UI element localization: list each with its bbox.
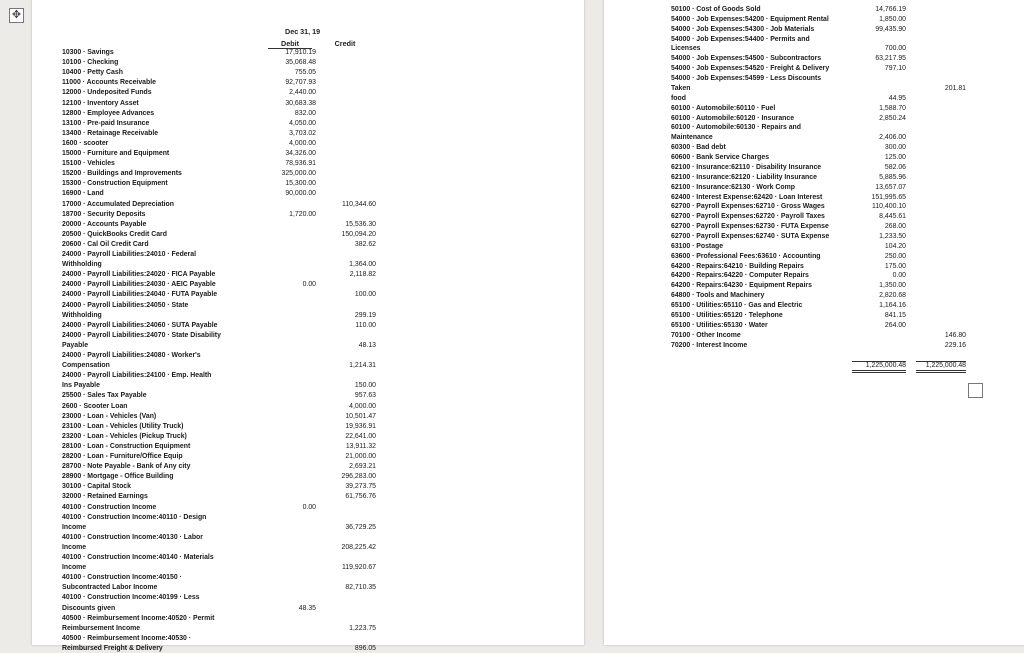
account-label: Payable — [62, 341, 89, 349]
credit-value: 19,936.91 — [345, 422, 376, 430]
debit-value: 34,326.00 — [285, 150, 316, 157]
account-label: 15300 · Construction Equipment — [62, 180, 168, 188]
account-label: 24000 · Payroll Liabilities:24100 · Emp. Health — [62, 372, 212, 380]
debit-value: 151,995.65 — [871, 193, 906, 201]
account-label: 65100 · Utilities:65120 · Telephone — [671, 311, 783, 319]
account-label: Discounts given — [62, 604, 116, 612]
move-handle-icon[interactable]: ✥ — [9, 8, 24, 23]
account-label: 28200 · Loan - Furniture/Office Equip — [62, 453, 183, 460]
debit-value: 832.00 — [294, 109, 316, 117]
credit-value: 110,344.60 — [342, 200, 376, 208]
account-label: Compensation — [62, 362, 110, 370]
credit-value: 10,501.47 — [345, 412, 376, 420]
account-label: 40100 · Construction Income — [62, 503, 157, 511]
credit-value: 82,710.35 — [345, 584, 376, 592]
credit-value: 1,364.00 — [349, 261, 376, 269]
account-label: 54000 · Job Expenses:54599 · Less Discounts — [671, 75, 822, 83]
account-label: 62400 · Interest Expense:62420 · Loan Interest — [671, 193, 823, 201]
credit-value: 150,094.20 — [341, 230, 376, 238]
debit-value: 4,000.00 — [289, 139, 316, 147]
account-label: 54000 · Job Expenses:54300 · Job Materials — [671, 25, 815, 33]
credit-value: 4,000.00 — [349, 402, 376, 410]
debit-value: 125.00 — [884, 154, 906, 162]
debit-value: 1,350.00 — [879, 282, 906, 290]
debit-value: 35,068.48 — [285, 59, 316, 67]
debit-value: 110,400.10 — [872, 203, 906, 211]
account-label: Maintenance — [671, 134, 713, 142]
account-label: 10300 · Savings — [62, 49, 114, 56]
credit-value: 13,911.32 — [345, 442, 376, 450]
total-debit: 1,225,000.48 — [852, 361, 906, 373]
account-label: Income — [62, 523, 87, 531]
account-label: 15200 · Buildings and Improvements — [62, 170, 182, 178]
debit-value: 2,406.00 — [879, 134, 906, 142]
annotation-checkbox[interactable] — [968, 383, 983, 398]
account-label: 24000 · Payroll Liabilities:24010 · Federal — [62, 251, 197, 258]
credit-value: 382.62 — [354, 240, 376, 248]
debit-value: 13,657.07 — [875, 183, 906, 191]
debit-value: 1,164.16 — [879, 302, 906, 310]
account-label: Withholding — [62, 311, 102, 319]
debit-value: 1,588.70 — [879, 104, 906, 112]
account-label: 23000 · Loan - Vehicles (Van) — [62, 412, 157, 420]
debit-value: 90,000.00 — [285, 190, 316, 198]
account-label: Withholding — [62, 261, 102, 269]
debit-value: 48.35 — [298, 604, 316, 612]
debit-value: 4,050.00 — [289, 119, 316, 127]
account-label: 54000 · Job Expenses:54400 · Permits and — [671, 35, 810, 43]
debit-value: 63,217.95 — [875, 55, 906, 63]
credit-value: 299.19 — [354, 311, 376, 319]
account-label: 28700 · Note Payable - Bank of Any city — [62, 463, 191, 471]
account-label: 60100 · Automobile:60110 · Fuel — [671, 104, 776, 112]
debit-value: 582.06 — [884, 163, 906, 171]
credit-value: 100.00 — [354, 291, 376, 299]
account-label: Reimbursement Income — [62, 624, 141, 632]
account-label: 20500 · QuickBooks Credit Card — [62, 230, 167, 238]
account-label: 13400 · Retainage Receivable — [62, 129, 159, 137]
account-label: 10100 · Checking — [62, 59, 119, 67]
account-label: 10400 · Petty Cash — [62, 69, 123, 77]
account-label: 65100 · Utilities:65110 · Gas and Electric — [671, 302, 803, 310]
debit-value: 0.00 — [892, 272, 906, 280]
trial-balance-page-2 — [604, 0, 1024, 645]
account-label: 60100 · Automobile:60130 · Repairs and — [671, 124, 801, 132]
account-label: 2600 · Scooter Loan — [62, 402, 128, 410]
credit-value: 15,536.30 — [345, 220, 376, 228]
account-label: 24000 · Payroll Liabilities:24040 · FUTA Payable — [62, 291, 218, 299]
account-label: 15100 · Vehicles — [62, 160, 115, 168]
debit-value: 2,440.00 — [289, 89, 316, 97]
account-label: 64200 · Repairs:64220 · Computer Repairs — [671, 272, 809, 280]
account-label: 70200 · Interest Income — [671, 341, 748, 349]
account-label: 50100 · Cost of Goods Sold — [671, 6, 761, 13]
debit-value: 175.00 — [884, 262, 906, 270]
debit-value: 14,766.19 — [875, 6, 906, 13]
debit-value: 797.10 — [884, 65, 906, 73]
debit-value: 99,435.90 — [875, 25, 906, 33]
debit-value: 30,683.38 — [285, 99, 316, 107]
debit-value: 0.00 — [302, 281, 316, 289]
debit-value: 755.05 — [294, 69, 316, 77]
account-label: 24000 · Payroll Liabilities:24050 · State — [62, 301, 189, 309]
account-label: 24000 · Payroll Liabilities:24080 · Worker's — [62, 352, 201, 359]
debit-value: 1,233.50 — [879, 233, 906, 240]
credit-value: 39,273.75 — [345, 483, 376, 491]
credit-value: 896.05 — [354, 644, 376, 652]
debit-value: 15,300.00 — [285, 180, 316, 188]
account-label: 12000 · Undeposited Funds — [62, 89, 152, 97]
account-label: 15000 · Furniture and Equipment — [62, 150, 170, 157]
trial-balance-page-1 — [32, 0, 584, 652]
account-label: 24000 · Payroll Liabilities:24020 · FICA Payable — [62, 271, 216, 279]
account-label: 1600 · scooter — [62, 139, 109, 147]
debit-value: 3,703.02 — [289, 129, 316, 137]
account-label: 54000 · Job Expenses:54520 · Freight & Delivery — [671, 65, 830, 73]
account-label: 40100 · Construction Income:40140 · Materials — [62, 554, 214, 561]
debit-value: 1,720.00 — [289, 210, 316, 218]
account-label: Ins Payable — [62, 382, 100, 390]
debit-value: 841.15 — [884, 311, 906, 319]
account-label: 64200 · Repairs:64210 · Building Repairs — [671, 262, 804, 270]
credit-value: 296,283.00 — [341, 473, 376, 481]
account-label: 64200 · Repairs:64230 · Equipment Repairs — [671, 282, 812, 290]
account-label: 20000 · Accounts Payable — [62, 220, 147, 228]
account-label: 60600 · Bank Service Charges — [671, 154, 770, 162]
account-label: Income — [62, 564, 87, 572]
account-label: 24000 · Payroll Liabilities:24060 · SUTA Payable — [62, 321, 218, 329]
account-label: 64800 · Tools and Machinery — [671, 292, 765, 300]
debit-value: 92,707.93 — [285, 79, 316, 87]
account-label: 54000 · Job Expenses:54500 · Subcontractors — [671, 55, 822, 63]
account-label: 24000 · Payroll Liabilities:24070 · State Disability — [62, 331, 221, 339]
debit-value: 2,850.24 — [879, 114, 906, 122]
account-label: 32000 · Retained Earnings — [62, 493, 148, 501]
account-label: 65100 · Utilities:65130 · Water — [671, 321, 768, 329]
account-label: 20600 · Cal Oil Credit Card — [62, 240, 149, 248]
debit-value: 44.95 — [888, 94, 906, 102]
account-label: 13100 · Pre-paid Insurance — [62, 119, 150, 127]
account-label: 62100 · Insurance:62120 · Liability Insurance — [671, 173, 817, 181]
account-label: 28900 · Mortgage - Office Building — [62, 473, 174, 481]
credit-value: 22,641.00 — [345, 432, 376, 440]
account-label: Reimbursed Freight & Delivery — [62, 644, 163, 652]
account-label: 23200 · Loan - Vehicles (Pickup Truck) — [62, 432, 187, 440]
account-label: Subcontracted Labor Income — [62, 584, 158, 592]
credit-value: 110.00 — [355, 321, 376, 329]
account-label: 62100 · Insurance:62130 · Work Comp — [671, 183, 795, 191]
account-label: 12100 · Inventory Asset — [62, 99, 139, 107]
credit-value: 1,214.31 — [349, 362, 376, 370]
account-label: food — [671, 94, 686, 102]
account-label: 54000 · Job Expenses:54200 · Equipment Rental — [671, 15, 829, 23]
account-label: 70100 · Other Income — [671, 331, 741, 339]
debit-value: 78,936.91 — [285, 160, 316, 168]
account-label: Taken — [671, 84, 691, 92]
account-label: 24000 · Payroll Liabilities:24030 · AEIC Payable — [62, 281, 216, 289]
account-label: 62700 · Payroll Expenses:62710 · Gross Wages — [671, 203, 825, 211]
report-date-header: Dec 31, 19 — [285, 27, 321, 36]
account-label: 40100 · Construction Income:40199 · Less — [62, 594, 200, 602]
account-label: 40500 · Reimbursement Income:40520 · Permit — [62, 614, 215, 622]
credit-value: 36,729.25 — [345, 523, 376, 531]
debit-value: 264.00 — [884, 321, 906, 329]
account-label: 63100 · Postage — [671, 242, 724, 250]
account-label: 62700 · Payroll Expenses:62740 · SUTA Expense — [671, 233, 830, 240]
credit-value: 61,756.76 — [345, 493, 376, 501]
debit-value: 0.00 — [302, 503, 316, 511]
account-label: 60100 · Automobile:60120 · Insurance — [671, 114, 795, 122]
account-label: 11000 · Accounts Receivable — [62, 79, 156, 87]
debit-value: 325,000.00 — [281, 170, 316, 178]
account-label: 62100 · Insurance:62110 · Disability Insurance — [671, 163, 822, 171]
credit-value: 150.00 — [354, 382, 376, 390]
account-label: 40500 · Reimbursement Income:40530 · — [62, 634, 192, 642]
credit-value: 957.63 — [354, 392, 376, 400]
credit-value: 1,223.75 — [349, 624, 376, 632]
debit-value: 17,910.19 — [285, 49, 316, 56]
account-label: Licenses — [671, 45, 701, 53]
account-label: 40100 · Construction Income:40130 · Labor — [62, 533, 203, 541]
debit-value: 700.00 — [884, 45, 906, 53]
debit-value: 104.20 — [884, 242, 906, 250]
account-label: Income — [62, 543, 87, 551]
account-label: 30100 · Capital Stock — [62, 483, 131, 491]
credit-value: 229.16 — [944, 341, 966, 349]
credit-column-header: Credit — [334, 39, 356, 48]
credit-value: 48.13 — [358, 341, 376, 349]
account-label: 23100 · Loan - Vehicles (Utility Truck) — [62, 422, 184, 430]
total-credit: 1,225,000.48 — [916, 361, 966, 373]
debit-column-header: Debit — [268, 39, 312, 49]
debit-value: 250.00 — [884, 252, 906, 260]
account-label: 17000 · Accumulated Depreciation — [62, 200, 174, 208]
credit-value: 146.80 — [944, 331, 966, 339]
debit-value: 8,445.61 — [879, 213, 906, 221]
account-label: 16900 · Land — [62, 190, 104, 198]
credit-value: 2,118.82 — [349, 271, 376, 279]
account-label: 63600 · Professional Fees:63610 · Accounting — [671, 252, 821, 260]
credit-value: 2,693.21 — [349, 463, 376, 471]
debit-value: 5,885.96 — [879, 173, 906, 181]
account-label: 40100 · Construction Income:40110 · Design — [62, 513, 207, 521]
debit-value: 1,850.00 — [879, 15, 906, 23]
account-label: 62700 · Payroll Expenses:62730 · FUTA Expense — [671, 223, 829, 231]
credit-value: 201.81 — [944, 84, 966, 92]
account-label: 60300 · Bad debt — [671, 144, 726, 152]
account-label: 62700 · Payroll Expenses:62720 · Payroll Taxes — [671, 213, 825, 221]
account-label: 12800 · Employee Advances — [62, 109, 155, 117]
debit-value: 268.00 — [884, 223, 906, 231]
debit-value: 2,820.68 — [879, 292, 906, 300]
credit-value: 208,225.42 — [341, 543, 376, 551]
credit-value: 119,920.67 — [342, 564, 376, 572]
account-label: 28100 · Loan - Construction Equipment — [62, 442, 191, 450]
credit-value: 21,000.00 — [345, 453, 376, 460]
account-label: 40100 · Construction Income:40150 · — [62, 574, 182, 582]
account-label: 25500 · Sales Tax Payable — [62, 392, 147, 400]
debit-value: 300.00 — [884, 144, 906, 152]
account-label: 18700 · Security Deposits — [62, 210, 146, 218]
